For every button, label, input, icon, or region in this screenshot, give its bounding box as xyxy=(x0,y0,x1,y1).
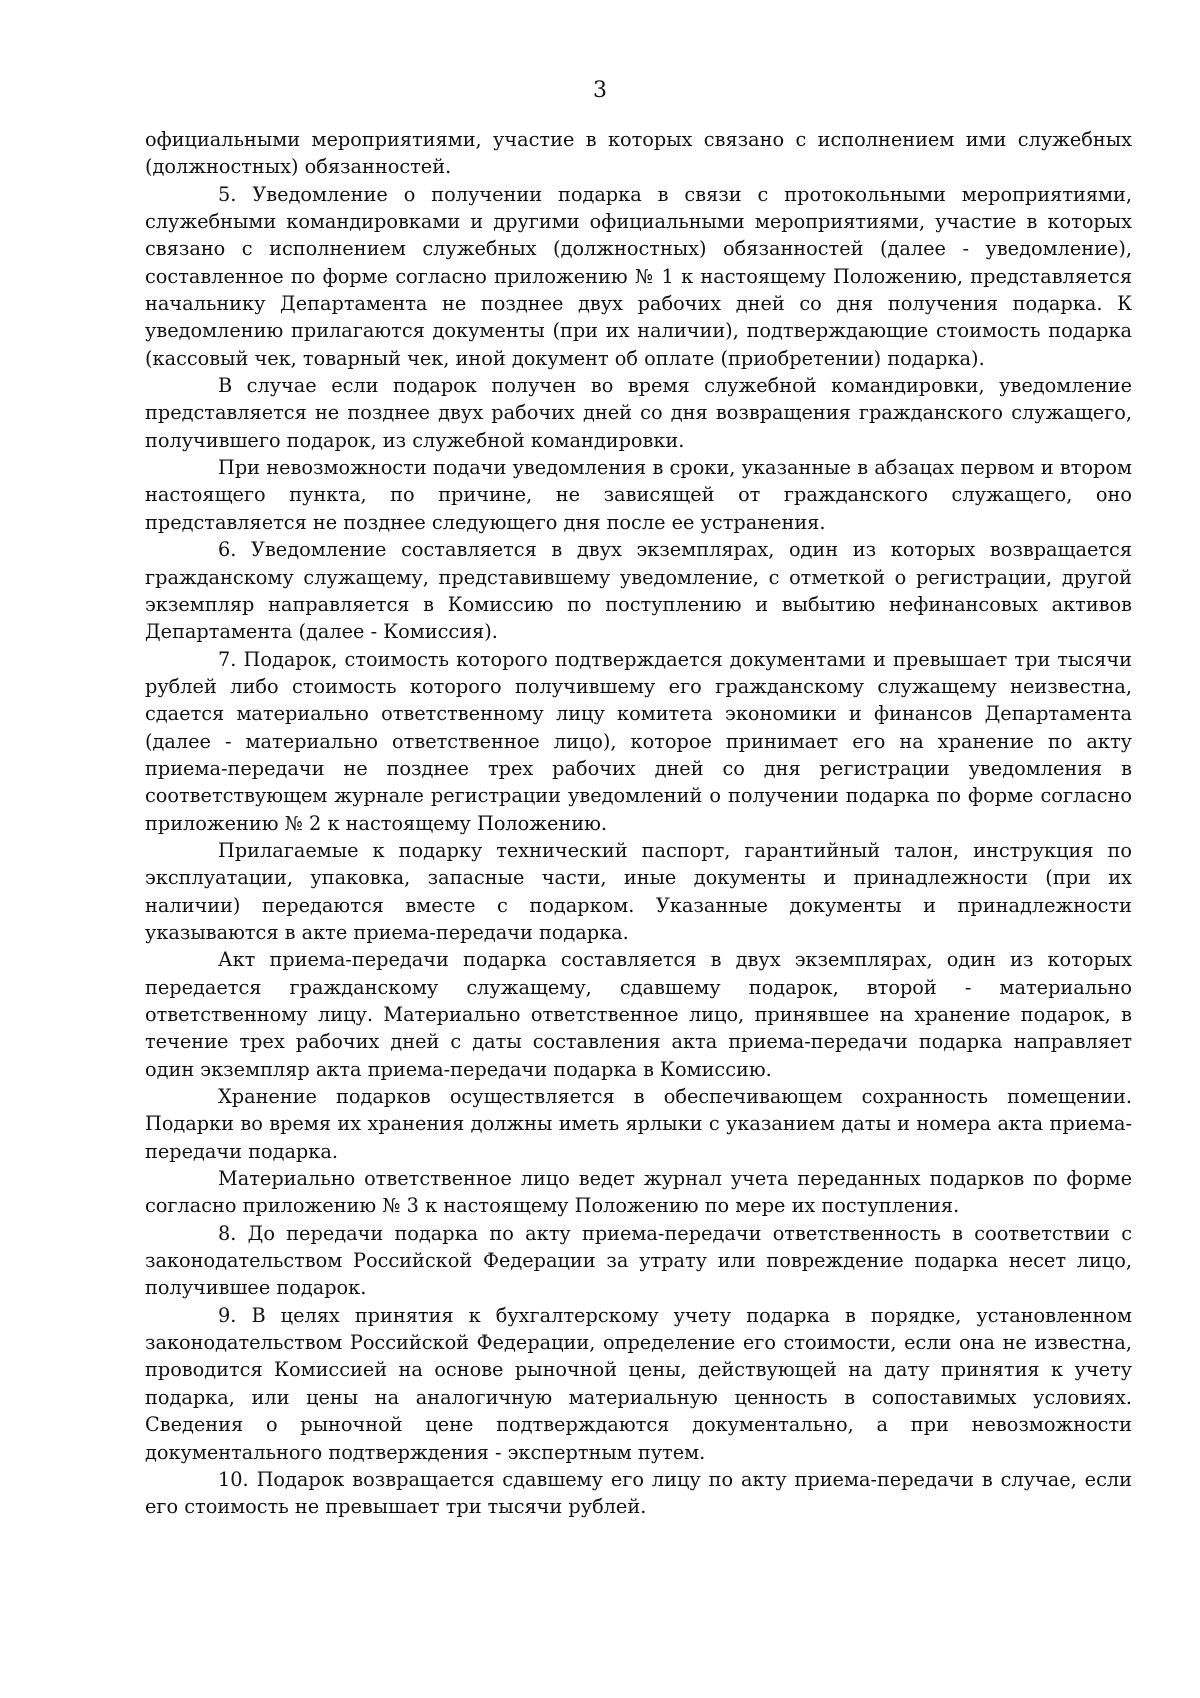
paragraph-attached-documents: Прилагаемые к подарку технический паспорт, гарантийный талон, инструкция по эксплуатации, упаковка, запасные части, иные документы и принадлежности (при их наличии) передаются вместе с подарком. Указанные документы и принадлежности указываются в акте приема-передачи подарка. xyxy=(145,838,1132,944)
page-number: 3 xyxy=(593,78,607,103)
paragraph-item-8: 8. До передачи подарка по акту приема-передачи ответственность в соответствии с законодательством Российской Федерации за утрату или повреждение подарка несет лицо, получившее подарок. xyxy=(145,1221,1132,1300)
paragraph-journal: Материально ответственное лицо ведет журнал учета переданных подарков по форме согласно приложению № 3 к настоящему Положению по мере их поступления. xyxy=(145,1167,1132,1218)
paragraph-continuation: официальными мероприятиями, участие в которых связано с исполнением ими служебных (должностных) обязанностей. xyxy=(145,128,1132,179)
paragraph-business-trip: В случае если подарок получен во время служебной командировки, уведомление представляется не позднее двух рабочих дней со дня возвращения гражданского служащего, получившего подарок, из служебной командировки. xyxy=(145,374,1132,452)
paragraph-item-7: 7. Подарок, стоимость которого подтверждается документами и превышает три тысячи рублей либо стоимость которого получившему его гражданскому служащему неизвестна, сдается материально ответственному лицу комитета экономики и финансов Департамента (далее - материально ответственное лицо), которое принимает его на хранение по акту приема-передачи не позднее трех рабочих дней со дня регистрации уведомления в соответствующем журнале регистрации уведомлений о получении подарка по форме согласно приложению № 2 к настоящему Положению. xyxy=(145,647,1132,835)
paragraph-storage: Хранение подарков осуществляется в обеспечивающем сохранность помещении. Подарки во время их хранения должны иметь ярлыки с указанием даты и номера акта приема-передачи подарка. xyxy=(145,1085,1132,1163)
paragraph-item-6: 6. Уведомление составляется в двух экземплярах, один из которых возвращается гражданскому служащему, представившему уведомление, с отметкой о регистрации, другой экземпляр направляется в Комиссию по поступлению и выбытию нефинансовых активов Департамента (далее - Комиссия). xyxy=(145,538,1132,644)
paragraph-item-5: 5. Уведомление о получении подарка в связи с протокольными мероприятиями, служебными командировками и другими официальными мероприятиями, участие в которых связано с исполнением служебных (должностных) обязанностей (далее - уведомление), составленное по форме согласно приложению № 1 к настоящему Положению, представляется начальнику Департамента не позднее двух рабочих дней со дня получения подарка. К уведомлению прилагаются документы (при их наличии), подтверждающие стоимость подарка (кассовый чек, товарный чек, иной документ об оплате (приобретении) подарка). xyxy=(145,182,1132,370)
paragraph-transfer-act: Акт приема-передачи подарка составляется в двух экземплярах, один из которых передается гражданскому служащему, сдавшему подарок, второй - материально ответственному лицу. Материально ответственное лицо, принявшее на хранение подарок, в течение трех рабочих дней с даты составления акта приема-передачи подарка направляет один экземпляр акта приема-передачи подарка в Комиссию. xyxy=(145,948,1132,1081)
document-body xyxy=(145,126,1132,1521)
paragraph-item-9: 9. В целях принятия к бухгалтерскому учету подарка в порядке, установленном законодательством Российской Федерации, определение его стоимости, если она не известна, проводится Комиссией на основе рыночной цены, действующей на дату принятия к учету подарка, или цены на аналогичную материальную ценность в сопоставимых условиях. Сведения о рыночной цене подтверждаются документально, а при невозможности документального подтверждения - экспертным путем. xyxy=(145,1303,1132,1464)
paragraph-item-10: 10. Подарок возвращается сдавшему его лицу по акту приема-передачи в случае, если его стоимость не превышает три тысячи рублей. xyxy=(145,1467,1132,1519)
paragraph-impossibility: При невозможности подачи уведомления в сроки, указанные в абзацах первом и втором настоящего пункта, по причине, не зависящей от гражданского служащего, оно представляется не позднее следующего дня после ее устранения. xyxy=(145,456,1132,534)
